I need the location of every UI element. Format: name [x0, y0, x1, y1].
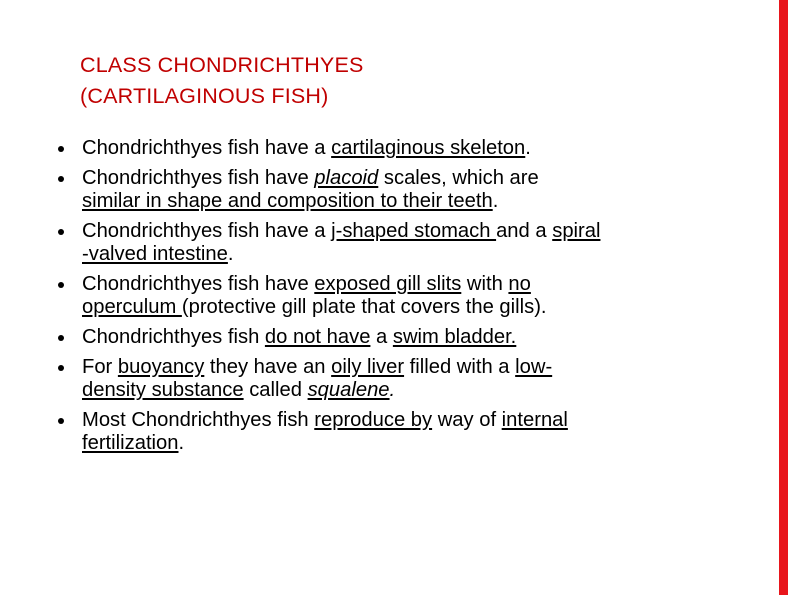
bullet-text: Chondrichthyes fish	[82, 326, 265, 348]
bullet-line	[82, 167, 738, 190]
accent-bar	[779, 0, 788, 595]
bullet-text: Chondrichthyes fish have	[82, 273, 315, 295]
bullet-line	[82, 220, 738, 243]
emphasized-term: j-shaped stomach	[331, 220, 497, 242]
bullet-line	[82, 273, 738, 296]
bullet-line	[82, 432, 738, 455]
emphasized-term: fertilization	[82, 432, 179, 454]
emphasized-term: internal	[501, 409, 568, 431]
bullet-dot-icon	[58, 365, 64, 371]
emphasized-term: placoid	[314, 167, 379, 189]
bullet-text: .	[525, 137, 531, 159]
bullet-text: (protective gill plate that covers the gills).	[181, 296, 547, 318]
bullet-text: .	[227, 243, 234, 265]
bullet-item	[58, 409, 738, 455]
bullet-text: Most Chondrichthyes fish	[82, 409, 315, 431]
emphasized-term: do not have	[264, 326, 371, 348]
bullet-line	[82, 379, 738, 402]
slide-title-line-1: CLASS CHONDRICHTHYES	[80, 53, 364, 77]
bullet-dot-icon	[58, 282, 64, 288]
slide-title-line-2: (CARTILAGINOUS FISH)	[80, 84, 329, 108]
bullet-item	[58, 326, 738, 349]
emphasized-term: density substance	[82, 379, 244, 401]
emphasized-term: buoyancy	[117, 356, 205, 378]
bullet-text: a	[370, 326, 393, 348]
bullet-line	[82, 326, 738, 349]
bullet-text: Chondrichthyes fish have a	[82, 220, 332, 242]
bullet-line	[82, 296, 738, 319]
emphasized-term: cartilaginous skeleton	[331, 137, 526, 159]
emphasized-term: exposed gill slits	[314, 273, 462, 295]
bullet-text: filled with a	[404, 356, 516, 378]
bullet-item	[58, 167, 738, 213]
emphasized-term: low-	[515, 356, 553, 378]
bullet-text: with	[461, 273, 509, 295]
emphasized-term: no	[508, 273, 531, 295]
bullet-line	[82, 356, 738, 379]
bullet-item	[58, 137, 738, 160]
bullet-text: For	[82, 356, 118, 378]
bullet-item	[58, 273, 738, 319]
bullet-item	[58, 356, 738, 402]
bullet-dot-icon	[58, 146, 64, 152]
bullet-text: Chondrichthyes fish have	[82, 167, 315, 189]
emphasized-term: operculum	[82, 296, 182, 318]
bullet-text: Chondrichthyes fish have a	[82, 137, 332, 159]
bullet-item	[58, 220, 738, 266]
bullet-dot-icon	[58, 176, 64, 182]
bullet-dot-icon	[58, 335, 64, 341]
emphasized-term: swim bladder.	[392, 326, 517, 348]
emphasized-term: similar in shape and composition to their teeth	[82, 190, 493, 212]
bullet-text: called	[243, 379, 308, 401]
bullet-line	[82, 190, 738, 213]
bullet-text: and a	[496, 220, 553, 242]
bullet-text: they have an	[204, 356, 332, 378]
bullet-text: .	[492, 190, 499, 212]
bullet-text: .	[178, 432, 185, 454]
bullet-list	[58, 137, 738, 462]
emphasized-term: squalene	[307, 379, 390, 401]
emphasized-term: -valved intestine	[82, 243, 228, 265]
emphasized-term: reproduce by	[314, 409, 433, 431]
bullet-line	[82, 137, 738, 160]
bullet-dot-icon	[58, 418, 64, 424]
emphasized-term: oily liver	[331, 356, 405, 378]
slide-title	[80, 50, 680, 112]
bullet-text: scales, which are	[378, 167, 539, 189]
bullet-text: .	[389, 379, 396, 401]
bullet-line	[82, 243, 738, 266]
emphasized-term: spiral	[552, 220, 601, 242]
bullet-line	[82, 409, 738, 432]
bullet-text: way of	[432, 409, 502, 431]
bullet-dot-icon	[58, 229, 64, 235]
